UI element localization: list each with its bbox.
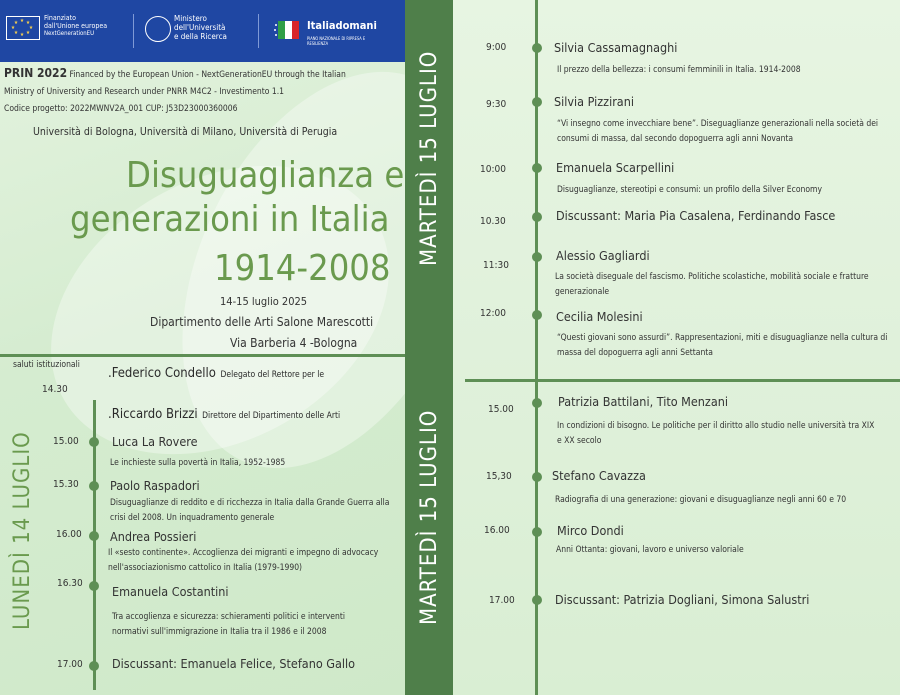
session-title: Radiografia di una generazione: giovani e disuguaglianze negli anni 60 e 70: [555, 495, 847, 505]
timeline-dot: [89, 581, 99, 591]
session-time: 17.00: [489, 595, 515, 606]
funding-block: [4, 68, 404, 81]
project-code: Codice progetto: 2022MWNV2A_001 CUP: J53D23000360006: [4, 104, 238, 114]
greeting-speaker-2: [108, 403, 405, 422]
session-title: La società diseguale del fascismo. Politiche scolastiche, mobilità sociale e fratture generazionale: [555, 272, 869, 297]
session-title: Le inchieste sulla povertà in Italia, 1952-1985: [110, 458, 286, 468]
speaker-name: .Riccardo Brizzi: [108, 407, 198, 422]
timeline-dot: [532, 212, 542, 222]
session-title: Il «sesto continente». Accoglienza dei migranti e impegno di advocacy nell'associazionismo cattolico in Italia (1979-1990): [108, 548, 379, 573]
greeting-speaker-1: [108, 362, 398, 381]
right-panel: [453, 0, 900, 695]
session-time: 10:00: [480, 164, 506, 175]
timeline-dot: [532, 595, 542, 605]
session-speaker: Paolo Raspadori: [110, 478, 200, 493]
session-speaker: Luca La Rovere: [112, 434, 198, 449]
left-panel: [0, 0, 405, 695]
day-label-tuesday-afternoon: MARTEDÌ 15 LUGLIO: [417, 409, 442, 625]
greetings-time: 14.30: [42, 384, 68, 395]
title-line-2: generazioni in Italia: [70, 199, 390, 240]
session-speaker: Mirco Dondi: [557, 523, 624, 538]
header-logos-band: [0, 0, 405, 62]
session-speaker: Stefano Cavazza: [552, 468, 646, 483]
section-divider: [465, 379, 900, 382]
session-time: 17.00: [57, 659, 83, 670]
greetings-label: saluti istituzionali: [13, 360, 80, 370]
session-speaker: Cecilia Molesini: [556, 309, 643, 324]
session-speaker: Discussant: Patrizia Dogliani, Simona Salustri: [555, 592, 810, 607]
venue-line-1: Dipartimento delle Arti Salone Marescotti: [150, 315, 374, 329]
session-speaker: Emanuela Scarpellini: [556, 160, 675, 175]
timeline-dot: [532, 163, 542, 173]
italia-domani-logo: Italiadomani: [307, 19, 377, 32]
session-time: 16.00: [484, 525, 510, 536]
session-title: Tra accoglienza e sicurezza: schieramenti politici e interventi normativi sull'immigrazione in Italia tra il 1986 e il 2008: [112, 612, 345, 637]
session-title: Disuguaglianze, stereotipi e consumi: un profilo della Silver Economy: [557, 185, 822, 195]
session-time: 9:30: [486, 99, 507, 110]
session-time: 15.30: [53, 479, 79, 490]
session-time: 15,30: [486, 471, 512, 482]
center-divider-band: [405, 0, 453, 695]
timeline-dot: [532, 310, 542, 320]
funding-line-1: Financed by the European Union - NextGenerationEU through the Italian: [69, 70, 346, 80]
session-title: In condizioni di bisogno. Le politiche per il diritto allo studio nelle università tra XIX e XX secolo: [557, 421, 875, 446]
session-speaker: Discussant: Maria Pia Casalena, Ferdinando Fasce: [556, 208, 836, 223]
eu-funding-text: Finanziato dall'Unione europea NextGenerationEU: [44, 14, 108, 37]
ministry-text: Ministero dell'Università e della Ricerca: [174, 14, 227, 41]
session-speaker: Silvia Cassamagnaghi: [554, 40, 678, 55]
session-time: 15.00: [488, 404, 514, 415]
day-label-tuesday-morning: MARTEDÌ 15 LUGLIO: [417, 50, 442, 266]
session-time: 16.00: [56, 529, 82, 540]
prin-label: PRIN 2022: [4, 66, 68, 80]
speaker-role: Delegato del Rettore per le: [220, 370, 325, 380]
speaker-role: Direttore del Dipartimento delle Arti: [202, 411, 341, 421]
logo-separator: [133, 14, 134, 48]
title-line-3: 1914-2008: [214, 248, 391, 289]
timeline-dot: [89, 661, 99, 671]
logo-separator: [258, 14, 259, 48]
timeline-dot: [532, 472, 542, 482]
session-title: Disuguaglianze di reddito e di ricchezza in Italia dalla Grande Guerra alla crisi del 2008. Un inquadramento generale: [110, 498, 390, 523]
session-speaker: Silvia Pizzirani: [554, 94, 634, 109]
timeline-dot: [532, 43, 542, 53]
universities: Università di Bologna, Università di Milano, Università di Perugia: [33, 126, 338, 138]
session-time: 9:00: [486, 42, 507, 53]
session-title: Anni Ottanta: giovani, lavoro e universo valoriale: [556, 545, 744, 555]
session-time: 15.00: [53, 436, 79, 447]
title-line-1: Disuguaglianza e: [126, 155, 405, 196]
day-label-monday: LUNEDÌ 14 LUGLIO: [10, 431, 35, 630]
venue-address: Via Barberia 4 -Bologna: [230, 336, 358, 350]
session-speaker: Andrea Possieri: [110, 529, 197, 544]
eu-flag-icon: ★ ★ ★ ★ ★ ★ ★ ★: [6, 16, 40, 40]
session-time: 12:00: [480, 308, 506, 319]
session-speaker: Patrizia Battilani, Tito Menzani: [558, 394, 728, 409]
session-speaker: Alessio Gagliardi: [556, 248, 650, 263]
session-title: Il prezzo della bellezza: i consumi femminili in Italia. 1914-2008: [557, 65, 801, 75]
session-title: “Vi insegno come invecchiare bene”. Diseguaglianze generazionali nella società dei consumi di massa, dal secondo dopoguerra agli anni Novanta: [557, 119, 879, 144]
funding-line-2: Ministry of University and Research under PNRR M4C2 - Investimento 1.1: [4, 87, 285, 97]
session-title: “Questi giovani sono assurdi”. Rappresentazioni, miti e disuguaglianze nella cultura di massa del dopoguerra agli anni Settanta: [557, 333, 888, 358]
ministry-seal-icon: [145, 16, 171, 42]
section-divider: [0, 354, 405, 357]
timeline-dot: [89, 481, 99, 491]
session-time: 16.30: [57, 578, 83, 589]
italia-domani-sub: PIANO NAZIONALE DI RIPRESA E RESILIENZA: [307, 36, 366, 46]
event-dates: 14-15 luglio 2025: [220, 295, 308, 308]
session-speaker: Emanuela Costantini: [112, 584, 229, 599]
speaker-name: .Federico Condello: [108, 366, 216, 381]
timeline-dot: [532, 398, 542, 408]
session-time: 10.30: [480, 216, 506, 227]
timeline-dot: [532, 252, 542, 262]
italia-flag-icon: [272, 18, 302, 42]
timeline-dot: [532, 97, 542, 107]
session-speaker: Discussant: Emanuela Felice, Stefano Gallo: [112, 656, 356, 671]
timeline-dot: [89, 437, 99, 447]
session-time: 11:30: [483, 260, 509, 271]
timeline-dot: [532, 527, 542, 537]
timeline-dot: [89, 531, 99, 541]
